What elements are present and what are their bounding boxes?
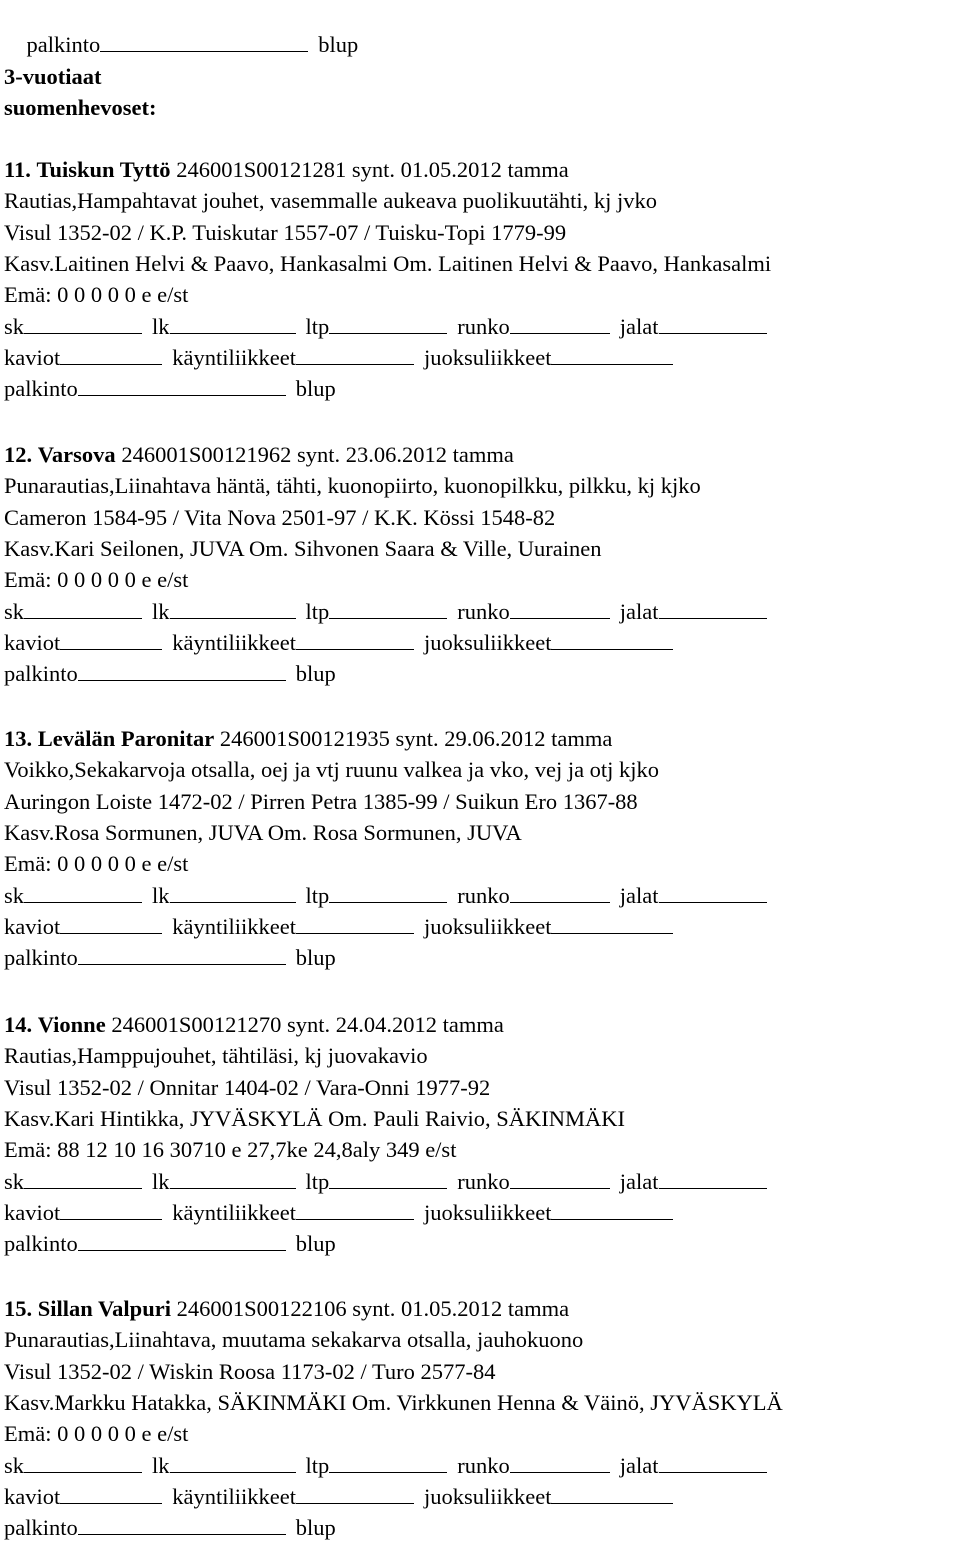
palkinto-label: palkinto	[4, 945, 78, 971]
jalat-label: jalat	[619, 1452, 659, 1478]
ltp-label: ltp	[305, 882, 330, 908]
kaviot-label: kaviot	[4, 629, 61, 655]
palkinto-blank	[100, 31, 308, 52]
score-row-conformation	[4, 881, 767, 911]
score-row-movement	[4, 343, 673, 373]
ltp-label: ltp	[305, 1452, 330, 1478]
ltp-blank	[329, 598, 447, 619]
runko-label: runko	[457, 1168, 510, 1194]
sk-label: sk	[4, 598, 25, 624]
horse-dam-record: Emä: 0 0 0 0 0 e e/st	[4, 567, 189, 593]
kaviot-blank	[60, 913, 162, 934]
runko-blank	[510, 313, 610, 334]
juoksuliikkeet-blank	[551, 913, 673, 934]
horse-name: Sillan Valpuri	[37, 1296, 171, 1321]
horse-description: Punarautias,Liinahtava häntä, tähti, kuonopiirto, kuonopilkku, pilkku, kj kjko	[4, 473, 701, 499]
section-heading-line-1: 3-vuotiaat	[4, 64, 102, 89]
palkinto-blank	[78, 944, 286, 965]
kayntiliikkeet-blank	[296, 913, 414, 934]
sk-blank	[24, 1452, 142, 1473]
lk-label: lk	[152, 598, 170, 624]
runko-label: runko	[457, 598, 510, 624]
kaviot-blank	[60, 629, 162, 650]
kayntiliikkeet-blank	[296, 1199, 414, 1220]
lk-label: lk	[152, 313, 170, 339]
sk-blank	[24, 1168, 142, 1189]
jalat-label: jalat	[619, 1168, 659, 1194]
juoksuliikkeet-label: juoksuliikkeet	[423, 629, 552, 655]
horse-breeder-owner: Kasv.Laitinen Helvi & Paavo, Hankasalmi Om. Laitinen Helvi & Paavo, Hankasalmi	[4, 250, 772, 276]
horse-registration: 246001S00121270 synt. 24.04.2012 tamma	[105, 1012, 504, 1037]
score-row-conformation	[4, 1167, 767, 1197]
juoksuliikkeet-blank	[551, 629, 673, 650]
kayntiliikkeet-label: käyntiliikkeet	[172, 344, 296, 370]
runko-label: runko	[457, 1452, 510, 1478]
ltp-blank	[329, 1452, 447, 1473]
lk-label: lk	[152, 1452, 170, 1478]
horse-breeder-owner: Kasv.Kari Seilonen, JUVA Om. Sihvonen Saara & Ville, Uurainen	[4, 535, 602, 561]
kayntiliikkeet-label: käyntiliikkeet	[172, 913, 296, 939]
horse-dam-record: Emä: 0 0 0 0 0 e e/st	[4, 282, 189, 308]
jalat-blank	[659, 313, 767, 334]
kaviot-blank	[60, 344, 162, 365]
blup-label: blup	[318, 32, 359, 57]
horse-name: Levälän Paronitar	[37, 726, 215, 751]
blup-label: blup	[295, 1231, 336, 1257]
palkinto-blank	[78, 375, 286, 396]
horse-number: 13.	[4, 726, 33, 751]
jalat-label: jalat	[619, 882, 659, 908]
horse-name: Tuiskun Tyttö	[36, 157, 171, 182]
horse-description: Punarautias,Liinahtava, muutama sekakarva otsalla, jauhokuono	[4, 1327, 584, 1353]
score-row-conformation	[4, 1451, 767, 1481]
jalat-blank	[659, 882, 767, 903]
palkinto-label: palkinto	[4, 1231, 78, 1257]
sk-label: sk	[4, 313, 25, 339]
horse-registration: 246001S00121962 synt. 23.06.2012 tamma	[115, 442, 514, 467]
horse-registration: 246001S00122106 synt. 01.05.2012 tamma	[170, 1296, 570, 1321]
ltp-blank	[329, 1168, 447, 1189]
kaviot-blank	[60, 1199, 162, 1220]
kaviot-blank	[60, 1483, 162, 1504]
jalat-blank	[659, 598, 767, 619]
blup-label: blup	[295, 1515, 336, 1541]
kayntiliikkeet-label: käyntiliikkeet	[172, 1483, 296, 1509]
juoksuliikkeet-label: juoksuliikkeet	[423, 913, 552, 939]
palkinto-label: palkinto	[4, 376, 78, 402]
sk-blank	[24, 598, 142, 619]
horse-header	[4, 440, 514, 470]
horse-pedigree: Auringon Loiste 1472-02 / Pirren Petra 1385-99 / Suikun Ero 1367-88	[4, 788, 638, 814]
horse-name: Varsova	[37, 442, 116, 467]
score-row-movement	[4, 1482, 673, 1512]
ltp-blank	[329, 882, 447, 903]
jalat-blank	[659, 1168, 767, 1189]
juoksuliikkeet-blank	[551, 344, 673, 365]
juoksuliikkeet-blank	[551, 1199, 673, 1220]
horse-pedigree: Visul 1352-02 / Wiskin Roosa 1173-02 / Turo 2577-84	[4, 1358, 496, 1384]
palkinto-blank	[78, 1514, 286, 1535]
runko-label: runko	[457, 882, 510, 908]
horse-pedigree: Cameron 1584-95 / Vita Nova 2501-97 / K.K. Kössi 1548-82	[4, 504, 556, 530]
ltp-blank	[329, 313, 447, 334]
score-row-award	[4, 374, 336, 404]
horse-number: 11.	[4, 157, 31, 182]
sk-label: sk	[4, 882, 25, 908]
kayntiliikkeet-label: käyntiliikkeet	[172, 1199, 296, 1225]
score-row-movement	[4, 912, 673, 942]
section-heading-line-2: suomenhevoset:	[4, 95, 157, 120]
horse-registration: 246001S00121281 synt. 01.05.2012 tamma	[170, 157, 569, 182]
horse-header	[4, 155, 569, 185]
sk-blank	[24, 313, 142, 334]
blup-label: blup	[295, 376, 336, 402]
score-row-award	[4, 1229, 336, 1259]
ltp-label: ltp	[305, 1168, 330, 1194]
horse-name: Vionne	[37, 1012, 106, 1037]
palkinto-label: palkinto	[4, 661, 78, 687]
kayntiliikkeet-blank	[296, 1483, 414, 1504]
blup-label: blup	[295, 945, 336, 971]
sk-blank	[24, 882, 142, 903]
score-row-award	[4, 1513, 336, 1543]
jalat-label: jalat	[619, 313, 659, 339]
palkinto-label: palkinto	[4, 1515, 78, 1541]
kaviot-label: kaviot	[4, 1483, 61, 1509]
horse-description: Voikko,Sekakarvoja otsalla, oej ja vtj ruunu valkea ja vko, vej ja otj kjko	[4, 757, 660, 783]
horse-pedigree: Visul 1352-02 / Onnitar 1404-02 / Vara-Onni 1977-92	[4, 1074, 491, 1100]
kaviot-label: kaviot	[4, 344, 61, 370]
horse-dam-record: Emä: 0 0 0 0 0 e e/st	[4, 1421, 189, 1447]
runko-blank	[510, 882, 610, 903]
lk-blank	[170, 598, 296, 619]
runko-blank	[510, 1452, 610, 1473]
lk-blank	[170, 1168, 296, 1189]
kaviot-label: kaviot	[4, 1199, 61, 1225]
kaviot-label: kaviot	[4, 913, 61, 939]
horse-description: Rautias,Hampahtavat jouhet, vasemmalle aukeava puolikuutähti, kj jvko	[4, 188, 657, 214]
jalat-blank	[659, 1452, 767, 1473]
horse-number: 14.	[4, 1012, 33, 1037]
horse-header	[4, 1294, 569, 1324]
horse-number: 12.	[4, 442, 33, 467]
horse-breeder-owner: Kasv.Kari Hintikka, JYVÄSKYLÄ Om. Pauli Raivio, SÄKINMÄKI	[4, 1105, 626, 1131]
horse-description: Rautias,Hamppujouhet, tähtiläsi, kj juovakavio	[4, 1043, 428, 1069]
horse-pedigree: Visul 1352-02 / K.P. Tuiskutar 1557-07 / Tuisku-Topi 1779-99	[4, 219, 567, 245]
kayntiliikkeet-blank	[296, 344, 414, 365]
palkinto-blank	[78, 660, 286, 681]
score-row-movement	[4, 1198, 673, 1228]
runko-blank	[510, 598, 610, 619]
juoksuliikkeet-label: juoksuliikkeet	[423, 1483, 552, 1509]
lk-label: lk	[152, 1168, 170, 1194]
score-row-movement	[4, 628, 673, 658]
kayntiliikkeet-label: käyntiliikkeet	[172, 629, 296, 655]
horse-breeder-owner: Kasv.Rosa Sormunen, JUVA Om. Rosa Sormunen, JUVA	[4, 819, 522, 845]
blup-label: blup	[295, 661, 336, 687]
juoksuliikkeet-label: juoksuliikkeet	[423, 344, 552, 370]
jalat-label: jalat	[619, 598, 659, 624]
lk-blank	[170, 313, 296, 334]
score-row-conformation	[4, 597, 767, 627]
score-row-award	[4, 943, 336, 973]
horse-dam-record: Emä: 88 12 10 16 30710 e 27,7ke 24,8aly 349 e/st	[4, 1137, 457, 1163]
ltp-label: ltp	[305, 598, 330, 624]
lk-label: lk	[152, 882, 170, 908]
horse-number: 15.	[4, 1296, 33, 1321]
score-row-conformation	[4, 312, 767, 342]
horse-dam-record: Emä: 0 0 0 0 0 e e/st	[4, 851, 189, 877]
horse-breeder-owner: Kasv.Markku Hatakka, SÄKINMÄKI Om. Virkkunen Henna & Väinö, JYVÄSKYLÄ	[4, 1389, 783, 1415]
score-row-award	[4, 659, 336, 689]
horse-header	[4, 1010, 504, 1040]
horse-header	[4, 724, 612, 754]
sk-label: sk	[4, 1452, 25, 1478]
runko-label: runko	[457, 313, 510, 339]
lk-blank	[170, 1452, 296, 1473]
palkinto-label: palkinto	[26, 32, 101, 57]
juoksuliikkeet-blank	[551, 1483, 673, 1504]
palkinto-blank	[78, 1230, 286, 1251]
runko-blank	[510, 1168, 610, 1189]
lk-blank	[170, 882, 296, 903]
juoksuliikkeet-label: juoksuliikkeet	[423, 1199, 552, 1225]
sk-label: sk	[4, 1168, 25, 1194]
kayntiliikkeet-blank	[296, 629, 414, 650]
ltp-label: ltp	[305, 313, 330, 339]
horse-registration: 246001S00121935 synt. 29.06.2012 tamma	[214, 726, 613, 751]
